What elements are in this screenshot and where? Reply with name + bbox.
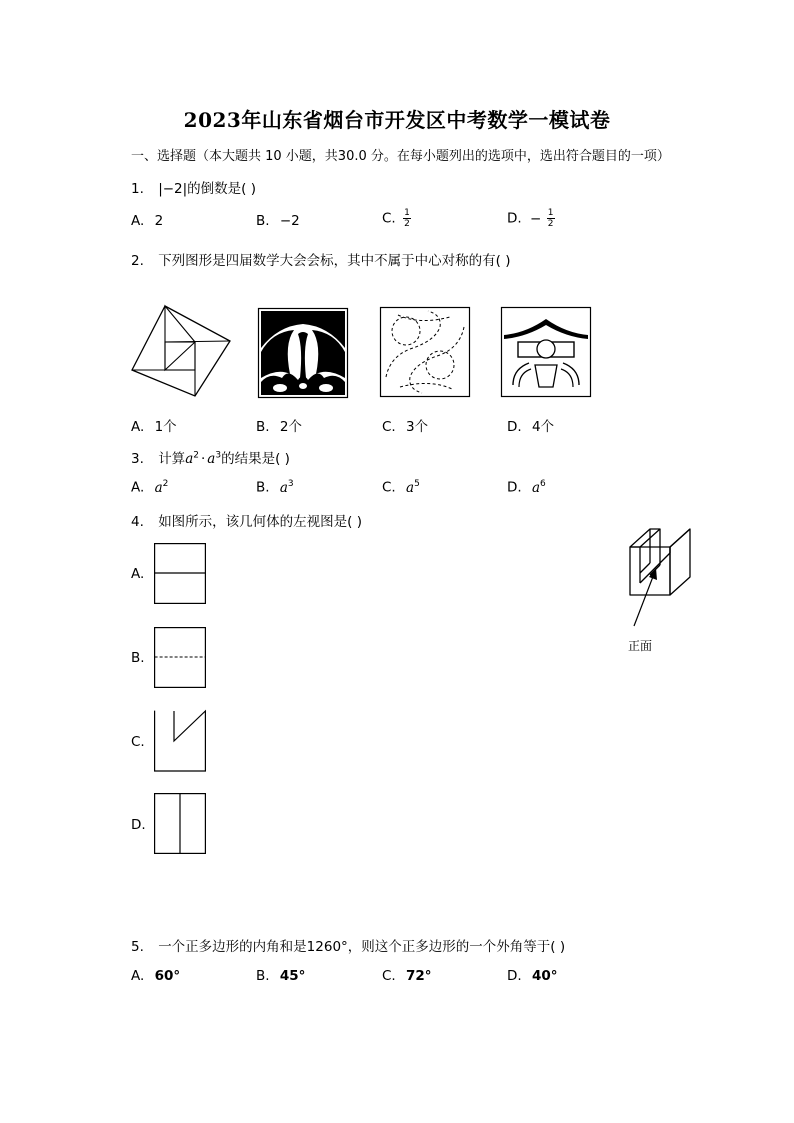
option-exponent: 6 [540,479,546,489]
option-value: 4个 [531,419,555,435]
numerator: 1 [547,208,554,218]
expr-base: a [207,451,216,467]
question-4 [131,510,362,530]
q5-option-a[interactable] [131,968,180,984]
question-5 [131,935,565,955]
option-label: D. [507,419,522,435]
option-value: 1个 [154,419,177,435]
option-label: B. [256,213,270,229]
logo-figure-1 [130,304,232,396]
question-text-after: 的结果是( ) [221,451,290,467]
question-number: 2. [131,253,144,269]
q4-option-b-label[interactable]: B. [131,650,145,666]
option-label: D. [507,968,522,984]
option-base: a [154,479,163,496]
q4-option-b-figure[interactable] [154,627,206,688]
expr-exponent: 2 [193,450,199,461]
option-base: a [279,479,288,496]
option-label: C. [382,419,396,435]
option-label: A. [131,213,145,229]
option-value: 45° [279,968,306,984]
q5-option-d[interactable] [507,968,558,984]
q3-option-b[interactable] [256,479,294,496]
page-title: 2023年山东省烟台市开发区中考数学一模试卷 [183,108,611,132]
option-value: 40° [531,968,558,984]
logo-figure-3 [380,307,470,397]
question-text: |−2|的倒数是( ) [158,181,257,197]
q1-option-a[interactable] [131,213,163,229]
q5-option-c[interactable] [382,968,432,984]
q3-option-a[interactable] [131,479,168,496]
q2-option-b[interactable] [256,415,302,435]
option-value: −2 [279,213,300,229]
question-1 [131,177,256,197]
question-number: 1. [131,181,144,197]
option-label: A. [131,419,145,435]
dot-operator: · [200,451,206,467]
expr-exponent: 3 [215,450,222,461]
q3-option-c[interactable] [382,479,420,496]
option-exponent: 2 [162,479,169,489]
option-exponent: 3 [287,479,294,489]
option-value: 3个 [406,419,429,435]
option-value: 2 [154,213,164,229]
question-2 [131,249,511,269]
q4-option-a-figure[interactable] [154,543,206,604]
figure-caption: 正面 [628,639,653,653]
option-value: 60° [154,968,181,984]
option-value: 72° [406,968,432,984]
option-label: B. [256,968,270,984]
expr-base: a [185,451,194,467]
option-label: C. [382,210,396,227]
q1-option-c[interactable] [382,208,411,229]
question-text: 下列图形是四届数学大会会标，其中不属于中心对称的有( ) [158,253,511,269]
option-label: D. [507,210,522,227]
question-number: 5. [131,939,144,955]
option-label: C. [382,968,396,984]
logo-figure-4 [501,307,591,397]
option-exponent: 5 [414,479,420,489]
option-base: a [531,479,541,496]
section-heading: 一、选择题（本大题共 10 小题，共30.0 分。在每小题列出的选项中，选出符合题目的一项） [131,149,670,164]
option-label: B. [256,479,270,496]
fraction [403,208,411,229]
question-text-before: 计算 [158,451,186,467]
denominator: 2 [404,219,410,229]
denominator: 2 [547,219,554,229]
q4-option-c-label[interactable]: C. [131,734,145,750]
q2-option-d[interactable] [507,415,554,435]
logo-figure-2 [258,308,348,398]
fraction [547,208,555,229]
option-value: 2个 [279,419,302,435]
question-number: 4. [131,514,144,530]
q1-option-b[interactable] [256,213,300,229]
q1-option-d[interactable] [507,208,555,229]
minus-sign: − [529,210,542,227]
option-label: D. [507,479,522,496]
q5-option-b[interactable] [256,968,305,984]
question-number: 3. [131,451,144,467]
q4-option-d-figure[interactable] [154,793,206,854]
option-label: A. [131,479,145,496]
option-base: a [406,479,415,496]
question-text: 一个正多边形的内角和是1260°，则这个正多边形的一个外角等于( ) [158,939,566,955]
arrow-icon [630,568,660,628]
numerator: 1 [404,208,410,218]
q3-option-d[interactable] [507,479,546,496]
q4-option-a-label[interactable]: A. [131,566,145,582]
question-text: 如图所示，该几何体的左视图是( ) [158,514,363,530]
question-3 [131,447,290,467]
q4-option-d-label[interactable]: D. [131,817,146,833]
q2-option-c[interactable] [382,415,428,435]
q2-option-a[interactable] [131,415,177,435]
q4-option-c-figure[interactable] [154,710,206,772]
option-label: B. [256,419,270,435]
option-label: C. [382,479,396,496]
option-label: A. [131,968,145,984]
